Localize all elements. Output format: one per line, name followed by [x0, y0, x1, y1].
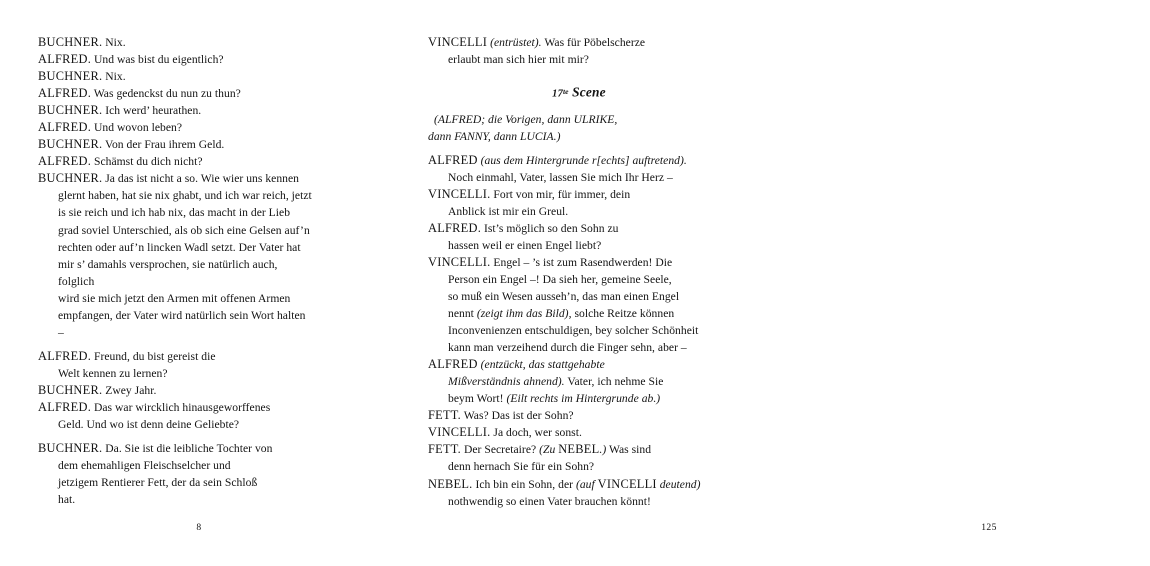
cast-note-line-1: (ALFRED; die Vorigen, dann ULRIKE, — [434, 112, 618, 126]
continuation-line: hassen weil er einen Engel liebt? — [448, 238, 602, 252]
speaker-label: ALFRED. — [38, 348, 92, 363]
stage-direction-close: .) — [599, 443, 607, 457]
speech-text: Was gedenckst du nun zu thun? — [91, 87, 241, 101]
speech-line — [38, 68, 372, 85]
continuation-line: denn hernach Sie für ein Sohn? — [448, 460, 595, 474]
speaker-label: BUCHNER. — [38, 35, 103, 49]
speaker-label: ALFRED — [428, 152, 478, 167]
speaker-label: ALFRED. — [38, 120, 92, 135]
speech-line — [38, 440, 372, 457]
speech-text: Und was bist du eigentlich? — [91, 53, 224, 67]
stage-direction-open: (auf — [575, 477, 598, 491]
continuation-line: kann man verzeihend durch die Finger sehn, aber – — [448, 341, 687, 355]
speaker-label: ALFRED — [428, 357, 478, 372]
referenced-character: VINCELLI — [597, 476, 657, 491]
continuation-line: empfangen, der Vater wird natürlich sein Wort halten — [58, 308, 306, 322]
continuation-line: Noch einmahl, Vater, lassen Sie mich Ihr Herz – — [448, 170, 673, 184]
speaker-label: FETT. — [428, 408, 462, 423]
speaker-label: BUCHNER. — [38, 103, 103, 118]
speech-line — [38, 85, 372, 102]
speech-text: Das war wircklich hinausgeworffenes — [91, 400, 271, 414]
stage-direction-text: (aus dem Hintergrunde r[echts] auftretend). — [477, 153, 687, 167]
scene-number: 17 — [552, 88, 563, 100]
continuation-line: erlaubt man sich hier mit mir? — [448, 53, 589, 67]
continuation-line: Anblick ist mir ein Greul. — [448, 204, 569, 218]
speech-line — [428, 356, 770, 373]
speaker-label: VINCELLI. — [428, 425, 491, 440]
continuation-line: Geld. Und wo ist denn deine Geliebte? — [58, 418, 240, 432]
speaker-label: BUCHNER. — [38, 171, 103, 186]
speech-line — [428, 441, 770, 458]
speech-line — [38, 399, 372, 416]
speech-text: Was? Das ist der Sohn? — [461, 409, 574, 423]
speech-text: Schämst du dich nicht? — [91, 155, 203, 169]
speaker-label: VINCELLI. — [428, 186, 491, 201]
continuation-line: folglich — [58, 274, 95, 288]
right-page-column — [400, 0, 997, 566]
stage-direction-text: (entzückt, das stattgehabte — [477, 358, 605, 372]
paragraph-gap — [428, 145, 770, 152]
speech-line — [428, 220, 770, 237]
speech-line — [428, 34, 770, 51]
speech-text: Nix. — [102, 70, 126, 84]
continuation-line: wird sie mich jetzt den Armen mit offenen Armen — [58, 291, 291, 305]
continuation-line: nothwendig so einen Vater brauchen könnt! — [448, 494, 651, 508]
speech-text: Ist’s möglich so den Sohn zu — [481, 221, 619, 235]
speaker-label: BUCHNER. — [38, 441, 103, 456]
speech-line — [428, 424, 770, 441]
continuation-line-mixed — [428, 373, 770, 390]
continuation-line: dem ehemahligen Fleischselcher und — [58, 459, 231, 473]
speech-line — [38, 102, 372, 119]
speaker-label: BUCHNER. — [38, 137, 103, 152]
speech-line — [38, 136, 372, 153]
scene-ordinal-suffix: te — [562, 87, 569, 97]
speaker-label: ALFRED. — [38, 86, 92, 101]
stage-direction-open: (Zu — [539, 443, 559, 457]
text-post: Vater, ich nehme Sie — [564, 375, 664, 389]
referenced-character: NEBEL — [558, 442, 600, 457]
cast-note-gap — [428, 104, 770, 111]
speaker-label: ALFRED. — [38, 399, 92, 414]
speaker-label: BUCHNER. — [38, 382, 103, 397]
continuation-line: grad soviel Unterschied, als ob sich eine Gelsen auf’n — [58, 223, 310, 237]
speech-line — [428, 186, 770, 203]
continuation-line: Inconvenienzen entschuldigen, bey solcher Schönheit — [448, 324, 699, 338]
speech-text: Zwey Jahr. — [102, 383, 157, 397]
text-pre: Der Secretaire? — [461, 443, 540, 457]
speech-text: Ja doch, wer sonst. — [490, 426, 582, 440]
speech-text: Von der Frau ihrem Geld. — [102, 138, 225, 152]
text-post: solche Reitze können — [571, 307, 675, 321]
speech-text: Und wovon leben? — [91, 121, 183, 135]
speaker-label: ALFRED. — [38, 154, 92, 169]
speech-text: Ich werd’ heurathen. — [102, 104, 202, 118]
speech-line — [428, 476, 770, 493]
stage-direction-text: (Eilt rechts im Hintergrunde ab.) — [506, 392, 661, 406]
continuation-line-mixed — [428, 305, 770, 322]
page-number-left: 8 — [196, 521, 202, 533]
speaker-label: FETT. — [428, 442, 462, 457]
stage-direction-text: (zeigt ihm das Bild), — [476, 307, 572, 321]
continuation-line: glernt haben, hat sie nix ghabt, und ich war reich, jetzt — [58, 189, 312, 203]
left-page-column — [0, 0, 400, 566]
continuation-line: is sie reich und ich hab nix, das macht in der Lieb — [58, 206, 291, 220]
continuation-line: jetzigem Rentierer Fett, der da sein Schloß — [58, 476, 258, 490]
paragraph-gap — [38, 433, 372, 440]
scene-heading — [428, 83, 770, 103]
continuation-line-mixed — [428, 390, 770, 407]
speaker-label: ALFRED. — [428, 220, 482, 235]
speech-text: Ja das ist nicht a so. Wie wier uns kennen — [102, 172, 300, 186]
speech-line — [38, 34, 372, 51]
speech-text: Fort von mir, für immer, dein — [490, 187, 631, 201]
continuation-line: Person ein Engel –! Da sieh her, gemeine Seele, — [448, 272, 672, 286]
paragraph-gap — [38, 341, 372, 348]
stage-direction-close: deutend) — [656, 477, 701, 491]
continuation-line: so muß ein Wesen ausseh’n, das man einen Engel — [448, 289, 680, 303]
speech-line — [38, 51, 372, 68]
continuation-line: rechten oder auf’n lincken Wadl setzt. Der Vater hat — [58, 240, 301, 254]
text-pre: beym Wort! — [448, 392, 507, 406]
continuation-line: mir s’ damahls versprochen, sie natürlich auch, — [58, 257, 278, 271]
speech-line — [38, 382, 372, 399]
speech-text: Da. Sie ist die leibliche Tochter von — [102, 442, 273, 456]
speech-text: Nix. — [102, 36, 126, 49]
stage-direction-text: Mißverständnis ahnend). — [448, 375, 565, 389]
cast-note-line-2: dann FANNY, dann LUCIA.) — [428, 129, 561, 143]
scene-heading-gap — [428, 68, 770, 83]
continuation-line: hat. — [58, 493, 76, 507]
speech-text: Was für Pöbelscherze — [541, 36, 646, 49]
speech-line — [428, 254, 770, 271]
speech-text: Freund, du bist gereist die — [91, 349, 216, 363]
page-number-right: 125 — [981, 521, 997, 533]
speaker-label: VINCELLI — [428, 35, 488, 49]
speech-line — [38, 170, 372, 187]
speaker-label: ALFRED. — [38, 52, 92, 67]
text-pre: nennt — [448, 307, 477, 321]
speech-line — [38, 348, 372, 365]
speech-text: Engel – ’s ist zum Rasendwerden! Die — [490, 255, 673, 269]
stage-direction-text: (entrüstet). — [490, 36, 542, 49]
speaker-label: VINCELLI. — [428, 254, 491, 269]
text-post: Was sind — [606, 443, 652, 457]
scene-word-label: Scene — [572, 84, 606, 100]
speech-line — [428, 407, 770, 424]
speech-line — [38, 153, 372, 170]
speech-line — [428, 152, 770, 169]
speech-line — [38, 119, 372, 136]
dash-line: – — [58, 325, 64, 339]
speaker-label: BUCHNER. — [38, 69, 103, 84]
speaker-label: NEBEL. — [428, 476, 473, 491]
continuation-line: Welt kennen zu lernen? — [58, 366, 168, 380]
text-pre: Ich bin ein Sohn, der — [472, 477, 576, 491]
